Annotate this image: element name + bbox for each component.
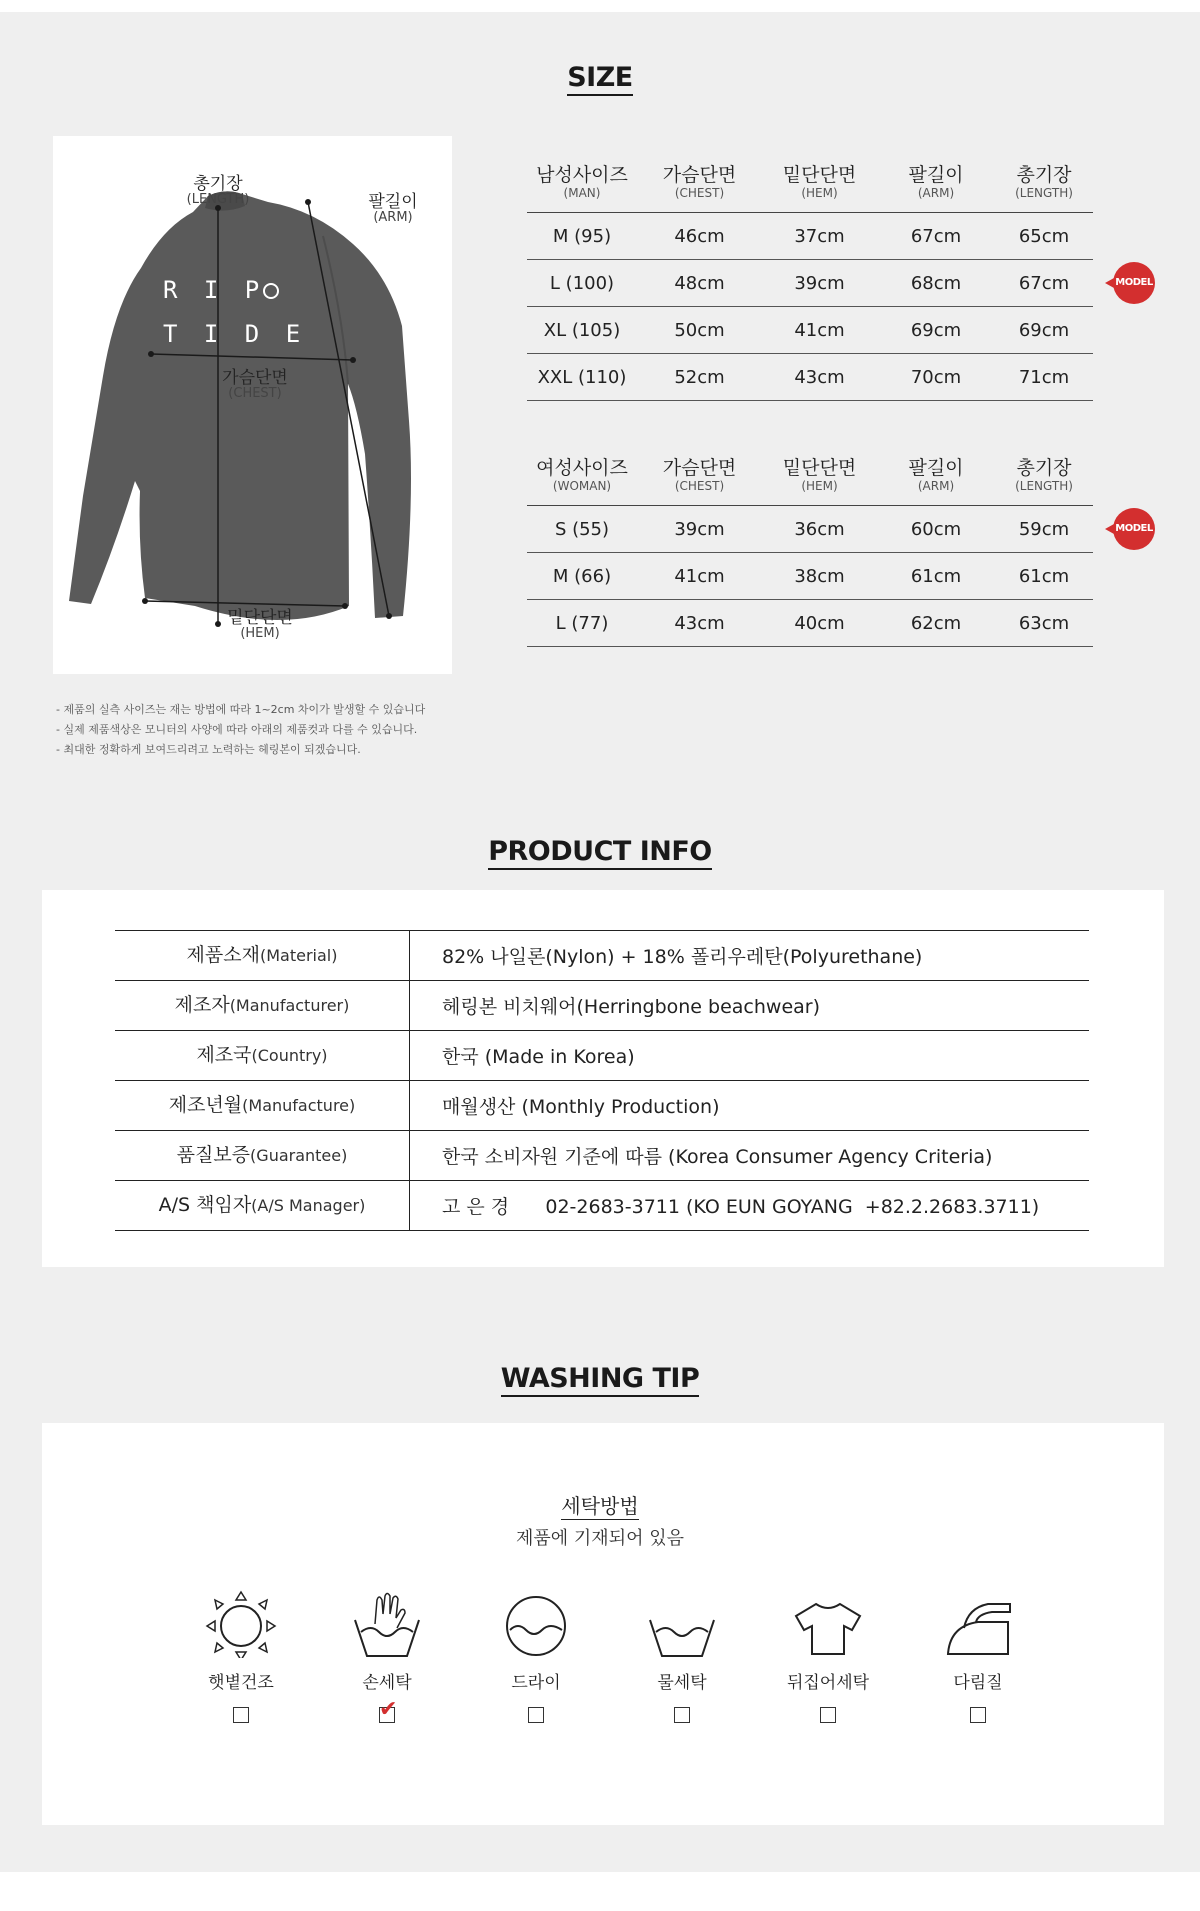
- water-wash-icon: [642, 1590, 722, 1658]
- length-label: 총기장 (LENGTH): [186, 174, 250, 207]
- table-row: [527, 260, 1153, 307]
- wash-option-label: 다림질: [953, 1673, 1003, 1693]
- cell-hem: 38cm: [794, 565, 845, 587]
- info-row: [115, 1081, 1089, 1131]
- wash-option-sun-dry: [176, 1590, 306, 1723]
- wash-checkbox: [674, 1707, 690, 1723]
- cell-length: 69cm: [1018, 319, 1070, 341]
- header-arm: 팔길이 (ARM): [908, 457, 964, 493]
- table-row: [527, 506, 1153, 553]
- cell-hem: 39cm: [794, 272, 845, 294]
- model-badge: MODEL: [1113, 508, 1155, 550]
- product-info-table: [115, 930, 1089, 1231]
- cell-length: 65cm: [1018, 225, 1070, 247]
- info-row: [115, 981, 1089, 1031]
- info-value: 한국 (Made in Korea): [442, 1046, 635, 1068]
- iron-icon: [938, 1590, 1018, 1658]
- sun-dry-icon: [201, 1590, 281, 1658]
- header-arm: 팔길이 (ARM): [908, 164, 964, 200]
- cell-length: 61cm: [1018, 565, 1070, 587]
- cell-hem: 43cm: [794, 366, 845, 388]
- table-row: [527, 354, 1093, 401]
- wash-method-subtitle: 제품에 기재되어 있음: [516, 1528, 684, 1549]
- wash-checkbox: [970, 1707, 986, 1723]
- cell-hem: 37cm: [794, 225, 845, 247]
- info-row: [115, 1181, 1089, 1231]
- inside-out-wash-icon: [788, 1590, 868, 1658]
- note-line: - 실제 제품색상은 모니터의 사양에 따라 아래의 제품컷과 다를 수 있습니다.: [56, 723, 418, 736]
- check-mark-icon: ✔: [379, 1697, 398, 1722]
- table-header-row: [527, 450, 1093, 506]
- info-row: [115, 1131, 1089, 1181]
- note-line: - 최대한 정확하게 보여드리려고 노력하는 헤링본이 되겠습니다.: [56, 743, 361, 756]
- wash-option-dry-clean: [471, 1590, 601, 1723]
- info-key: 제품소재(Material): [115, 931, 410, 980]
- cell-hem: 41cm: [794, 319, 845, 341]
- cell-chest: 46cm: [674, 225, 725, 247]
- info-key: 품질보증(Guarantee): [115, 1131, 410, 1180]
- table-header-row: [527, 157, 1093, 213]
- cell-size: L (77): [555, 612, 609, 634]
- wash-option-inside-out: [763, 1590, 893, 1723]
- wash-checkbox: [233, 1707, 249, 1723]
- note-line: - 제품의 실측 사이즈는 재는 방법에 따라 1~2cm 차이가 발생할 수 있습니다: [56, 703, 426, 716]
- women-size-table: [527, 450, 1153, 647]
- cell-arm: 69cm: [910, 319, 962, 341]
- wash-option-label: 물세탁: [657, 1673, 707, 1693]
- dry-clean-icon: [496, 1590, 576, 1658]
- cell-chest: 50cm: [674, 319, 725, 341]
- info-value: 고 은 경 02-2683-3711 (KO EUN GOYANG +82.2.2683.3711): [442, 1196, 1040, 1218]
- cell-size: S (55): [554, 518, 610, 540]
- arm-label: 팔길이 (ARM): [368, 192, 418, 225]
- cell-arm: 61cm: [910, 565, 962, 587]
- cell-chest: 39cm: [674, 518, 725, 540]
- wash-option-label: 손세탁: [362, 1673, 412, 1693]
- cell-chest: 43cm: [674, 612, 725, 634]
- chest-label: 가슴단면 (CHEST): [222, 368, 288, 401]
- wash-checkbox: [379, 1697, 398, 1723]
- cell-arm: 68cm: [910, 272, 962, 294]
- cell-hem: 36cm: [794, 518, 845, 540]
- wash-option-iron: [913, 1590, 1043, 1723]
- wash-option-water-wash: [617, 1590, 747, 1723]
- hand-wash-icon: [347, 1590, 427, 1658]
- info-row: [115, 1031, 1089, 1081]
- wash-option-label: 뒤집어세탁: [786, 1673, 870, 1693]
- table-row: [527, 307, 1093, 354]
- size-diagram: [53, 136, 452, 674]
- product-info-title: PRODUCT INFO: [0, 836, 1200, 870]
- header-length: 총기장 (LENGTH): [1015, 164, 1073, 200]
- header-size: 여성사이즈 (WOMAN): [536, 457, 628, 493]
- size-notes: [56, 700, 425, 760]
- cell-arm: 60cm: [910, 518, 962, 540]
- info-value: 매월생산 (Monthly Production): [442, 1096, 720, 1118]
- wash-option-hand-wash: [322, 1590, 452, 1723]
- table-row: [527, 213, 1093, 260]
- cell-arm: 70cm: [910, 366, 962, 388]
- header-hem: 밑단단면 (HEM): [782, 164, 857, 200]
- cell-chest: 48cm: [674, 272, 725, 294]
- info-row: [115, 931, 1089, 981]
- cell-length: 63cm: [1018, 612, 1070, 634]
- cell-hem: 40cm: [794, 612, 845, 634]
- cell-chest: 52cm: [674, 366, 725, 388]
- table-row: [527, 553, 1093, 600]
- cell-size: L (100): [549, 272, 615, 294]
- header-size: 남성사이즈 (MAN): [536, 164, 628, 200]
- wash-checkbox: [820, 1707, 836, 1723]
- size-section-title: SIZE: [0, 62, 1200, 96]
- header-chest: 가슴단면 (CHEST): [662, 164, 737, 200]
- info-key: A/S 책임자(A/S Manager): [115, 1181, 410, 1230]
- cell-arm: 62cm: [910, 612, 962, 634]
- info-value: 헤링본 비치웨어(Herringbone beachwear): [442, 996, 821, 1018]
- men-size-table: [527, 157, 1153, 401]
- wash-method-title: 세탁방법: [561, 1494, 639, 1518]
- washing-tip-title: WASHING TIP: [0, 1363, 1200, 1397]
- info-value: 82% 나일론(Nylon) + 18% 폴리우레탄(Polyurethane): [442, 946, 923, 968]
- info-key: 제조년월(Manufacture): [115, 1081, 410, 1130]
- wash-option-label: 햇볕건조: [208, 1673, 274, 1693]
- info-key: 제조국(Country): [115, 1031, 410, 1080]
- info-value: 한국 소비자원 기준에 따름 (Korea Consumer Agency Criteria): [442, 1146, 993, 1168]
- cell-chest: 41cm: [674, 565, 725, 587]
- header-length: 총기장 (LENGTH): [1015, 457, 1073, 493]
- wash-option-label: 드라이: [511, 1673, 561, 1693]
- model-badge: MODEL: [1113, 262, 1155, 304]
- cell-size: XXL (110): [537, 366, 627, 388]
- cell-length: 59cm: [1018, 518, 1070, 540]
- shirt-logo-line1: R I P: [163, 276, 266, 304]
- cell-arm: 67cm: [910, 225, 962, 247]
- cell-length: 71cm: [1018, 366, 1070, 388]
- hem-label: 밑단단면 (HEM): [227, 608, 293, 641]
- wash-checkbox: [528, 1707, 544, 1723]
- cell-size: M (95): [552, 225, 612, 247]
- cell-size: XL (105): [543, 319, 621, 341]
- info-key: 제조자(Manufacturer): [115, 981, 410, 1030]
- cell-size: M (66): [552, 565, 612, 587]
- header-chest: 가슴단면 (CHEST): [662, 457, 737, 493]
- header-hem: 밑단단면 (HEM): [782, 457, 857, 493]
- cell-length: 67cm: [1018, 272, 1070, 294]
- shirt-logo-line2: T I D E: [163, 320, 307, 348]
- table-row: [527, 600, 1093, 647]
